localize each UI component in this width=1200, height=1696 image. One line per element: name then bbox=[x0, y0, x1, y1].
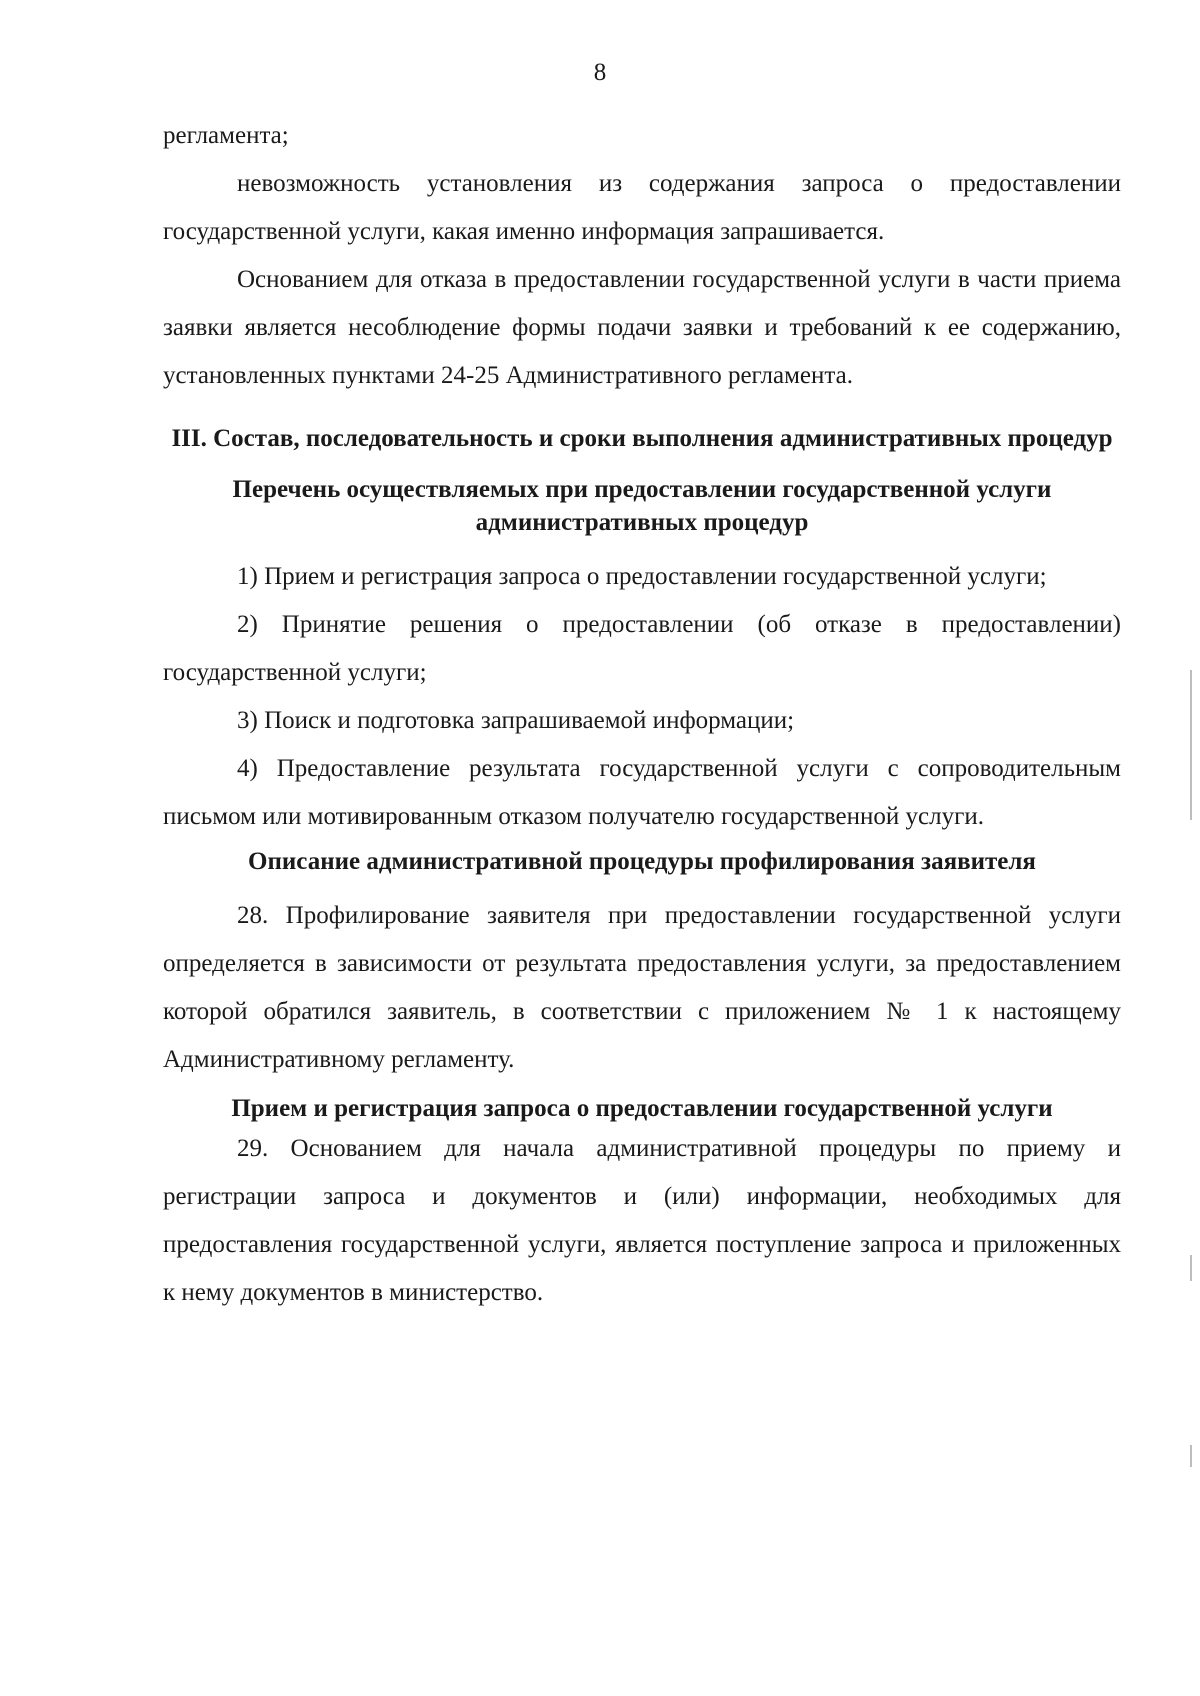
document-body bbox=[163, 112, 1121, 1317]
subheading-profiling: Описание административной процедуры профилирования заявителя bbox=[248, 848, 1036, 875]
paragraph-28: 28. Профилирование заявителя при предоставлении государственной услуги определяется в зависимости от результата предоставления услуги, за предоставлением которой обратился заявитель, в соответствии с приложением № 1 к настоящему Административному регламенту. bbox=[163, 902, 1121, 1073]
list-item-3: 3) Поиск и подготовка запрашиваемой информации; bbox=[237, 707, 795, 734]
scan-mark bbox=[1190, 1445, 1192, 1467]
list-item-1: 1) Прием и регистрация запроса о предоставлении государственной услуги; bbox=[237, 563, 1047, 590]
page-number: 8 bbox=[593, 59, 607, 86]
paragraph-29: 29. Основанием для начала административной процедуры по приему и регистрации запроса и документов и (или) информации, необходимых для предоставления государственной услуги, является поступление запроса и приложенных к нему документов в министерство. bbox=[163, 1135, 1121, 1306]
scan-mark bbox=[1190, 1255, 1192, 1281]
list-item-4: 4) Предоставление результата государственной услуги с сопроводительным письмом или мотивированным отказом получателю государственной услуги. bbox=[163, 755, 1121, 830]
subheading-reception: Прием и регистрация запроса о предоставлении государственной услуги bbox=[231, 1095, 1053, 1122]
list-item-2: 2) Принятие решения о предоставлении (об отказе в предоставлении) государственной услуги; bbox=[163, 611, 1121, 686]
paragraph-refusal-grounds: Основанием для отказа в предоставлении государственной услуги в части приема заявки является несоблюдение формы подачи заявки и требований к ее содержанию, установленных пунктами 24-25 Административного регламента. bbox=[163, 266, 1121, 389]
subheading-procedures-list: Перечень осуществляемых при предоставлении государственной услуги административных процедур bbox=[232, 476, 1052, 536]
section-heading-iii: III. Состав, последовательность и сроки выполнения административных процедур bbox=[171, 425, 1113, 452]
paragraph-impossibility: невозможность установления из содержания запроса о предоставлении государственной услуги, какая именно информация запрашивается. bbox=[163, 170, 1121, 245]
paragraph-reglament-end: регламента; bbox=[163, 122, 289, 149]
scan-mark bbox=[1190, 670, 1192, 820]
